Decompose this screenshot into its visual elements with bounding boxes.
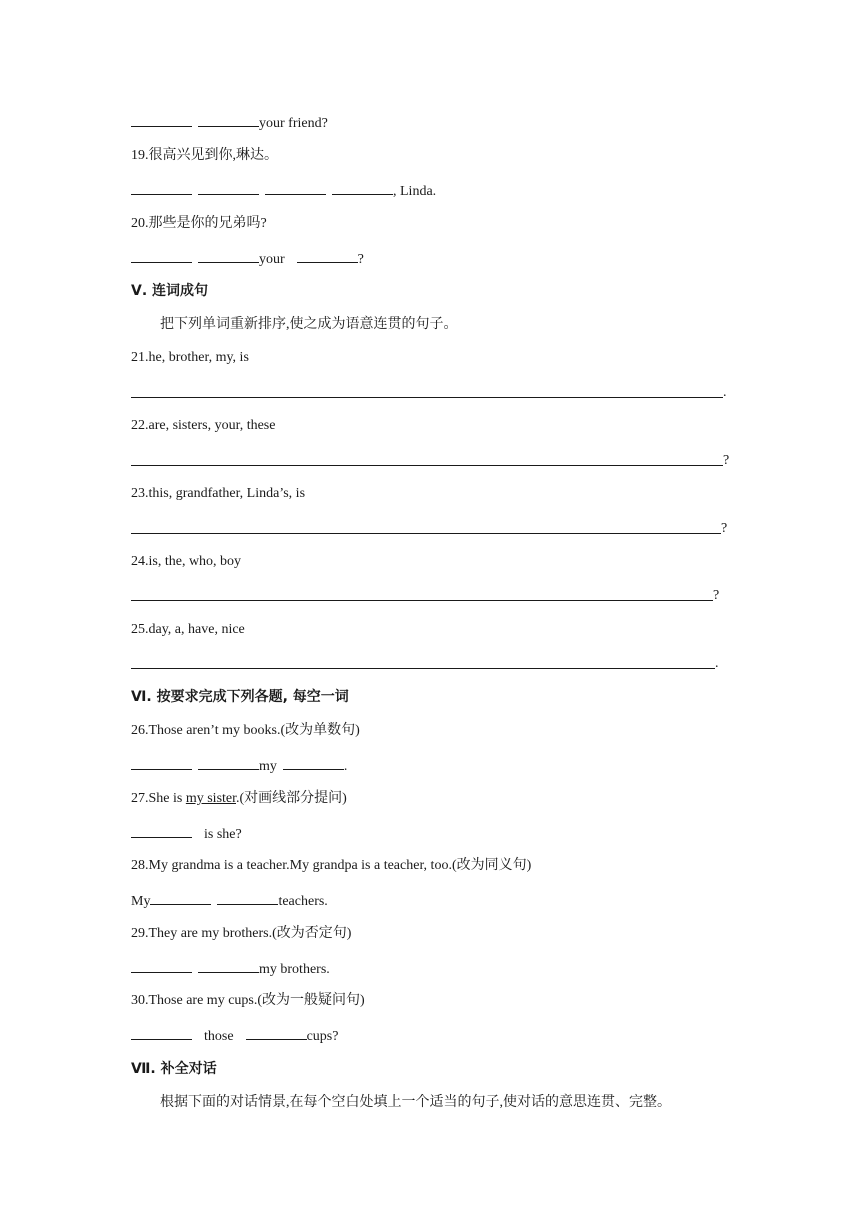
section-5-instruction: 把下列单词重新排序,使之成为语意连贯的句子。 [160,317,458,332]
answer-blank[interactable] [297,249,358,263]
q30-prompt: 30.Those are my cups.(改为一般疑问句) [131,993,365,1008]
q20-answer-line [131,249,364,269]
q18-tail: your friend? [259,116,328,131]
q27-tail: is she? [204,827,242,842]
q18-answer-line [131,113,328,133]
q24-prompt: 24.is, the, who, boy [131,554,242,569]
answer-blank[interactable] [198,113,259,127]
q27-underlined: my sister [185,791,237,806]
q26-tail: . [343,759,348,774]
q28-tail: teachers. [278,894,328,909]
answer-blank[interactable] [265,181,326,195]
q21-punct: . [723,385,727,400]
q22-answer-line[interactable] [131,452,731,470]
q28-lead: My [131,894,151,909]
section-5-heading: Ⅴ. 连词成句 [131,283,209,299]
q26-answer-line [131,756,347,776]
answer-blank[interactable] [131,824,192,838]
q24-answer-line[interactable] [131,587,731,605]
q19-prompt: 19.很高兴见到你,琳达。 [131,148,278,163]
q27-prompt [131,790,347,808]
q24-punct: ? [713,588,720,603]
q30-mid: those [204,1029,234,1044]
q26-mid: my [259,759,277,774]
answer-blank[interactable] [131,113,192,127]
answer-blank[interactable] [246,1026,307,1040]
q23-punct: ? [721,521,728,536]
answer-blank[interactable] [131,959,192,973]
q29-tail: my brothers. [259,962,330,977]
q23-answer-line[interactable] [131,520,731,538]
q27-answer-line [131,824,242,844]
q23-prompt: 23.this, grandfather, Linda’s, is [131,486,306,501]
q20-prompt: 20.那些是你的兄弟吗? [131,216,267,231]
q19-answer-line [131,181,436,201]
q25-answer-line[interactable] [131,655,731,673]
section-6-heading: Ⅵ. 按要求完成下列各题, 每空一词 [131,689,349,705]
q29-answer-line [131,959,330,979]
q30-tail: cups? [306,1029,339,1044]
q21-prompt: 21.he, brother, my, is [131,350,249,365]
q21-answer-line[interactable] [131,384,731,402]
answer-blank[interactable] [198,249,259,263]
q27-pre: 27.She is [131,791,186,806]
section-7-instruction: 根据下面的对话情景,在每个空白处填上一个适当的句子,使对话的意思连贯、完整。 [160,1095,671,1110]
q29-prompt: 29.They are my brothers.(改为否定句) [131,926,352,941]
q22-prompt: 22.are, sisters, your, these [131,418,276,433]
q20-mid: your [259,252,285,267]
q26-prompt: 26.Those aren’t my books.(改为单数句) [131,723,360,738]
q25-punct: . [715,656,719,671]
q19-tail: , Linda. [393,184,437,199]
answer-blank[interactable] [198,959,259,973]
q27-post: .(对画线部分提问) [236,791,347,806]
answer-blank[interactable] [283,756,344,770]
q25-prompt: 25.day, a, have, nice [131,622,245,637]
answer-blank[interactable] [217,891,278,905]
answer-blank[interactable] [131,181,192,195]
answer-blank[interactable] [198,756,259,770]
section-7-heading: Ⅶ. 补全对话 [131,1061,217,1077]
answer-blank[interactable] [131,1026,192,1040]
q28-prompt: 28.My grandma is a teacher.My grandpa is a teacher, too.(改为同义句) [131,858,532,873]
answer-blank[interactable] [198,181,259,195]
q30-answer-line [131,1026,338,1046]
q28-answer-line [131,891,328,911]
q20-tail: ? [357,252,364,267]
q22-punct: ? [723,453,730,468]
answer-blank[interactable] [150,891,211,905]
answer-blank[interactable] [131,249,192,263]
answer-blank[interactable] [332,181,393,195]
answer-blank[interactable] [131,756,192,770]
